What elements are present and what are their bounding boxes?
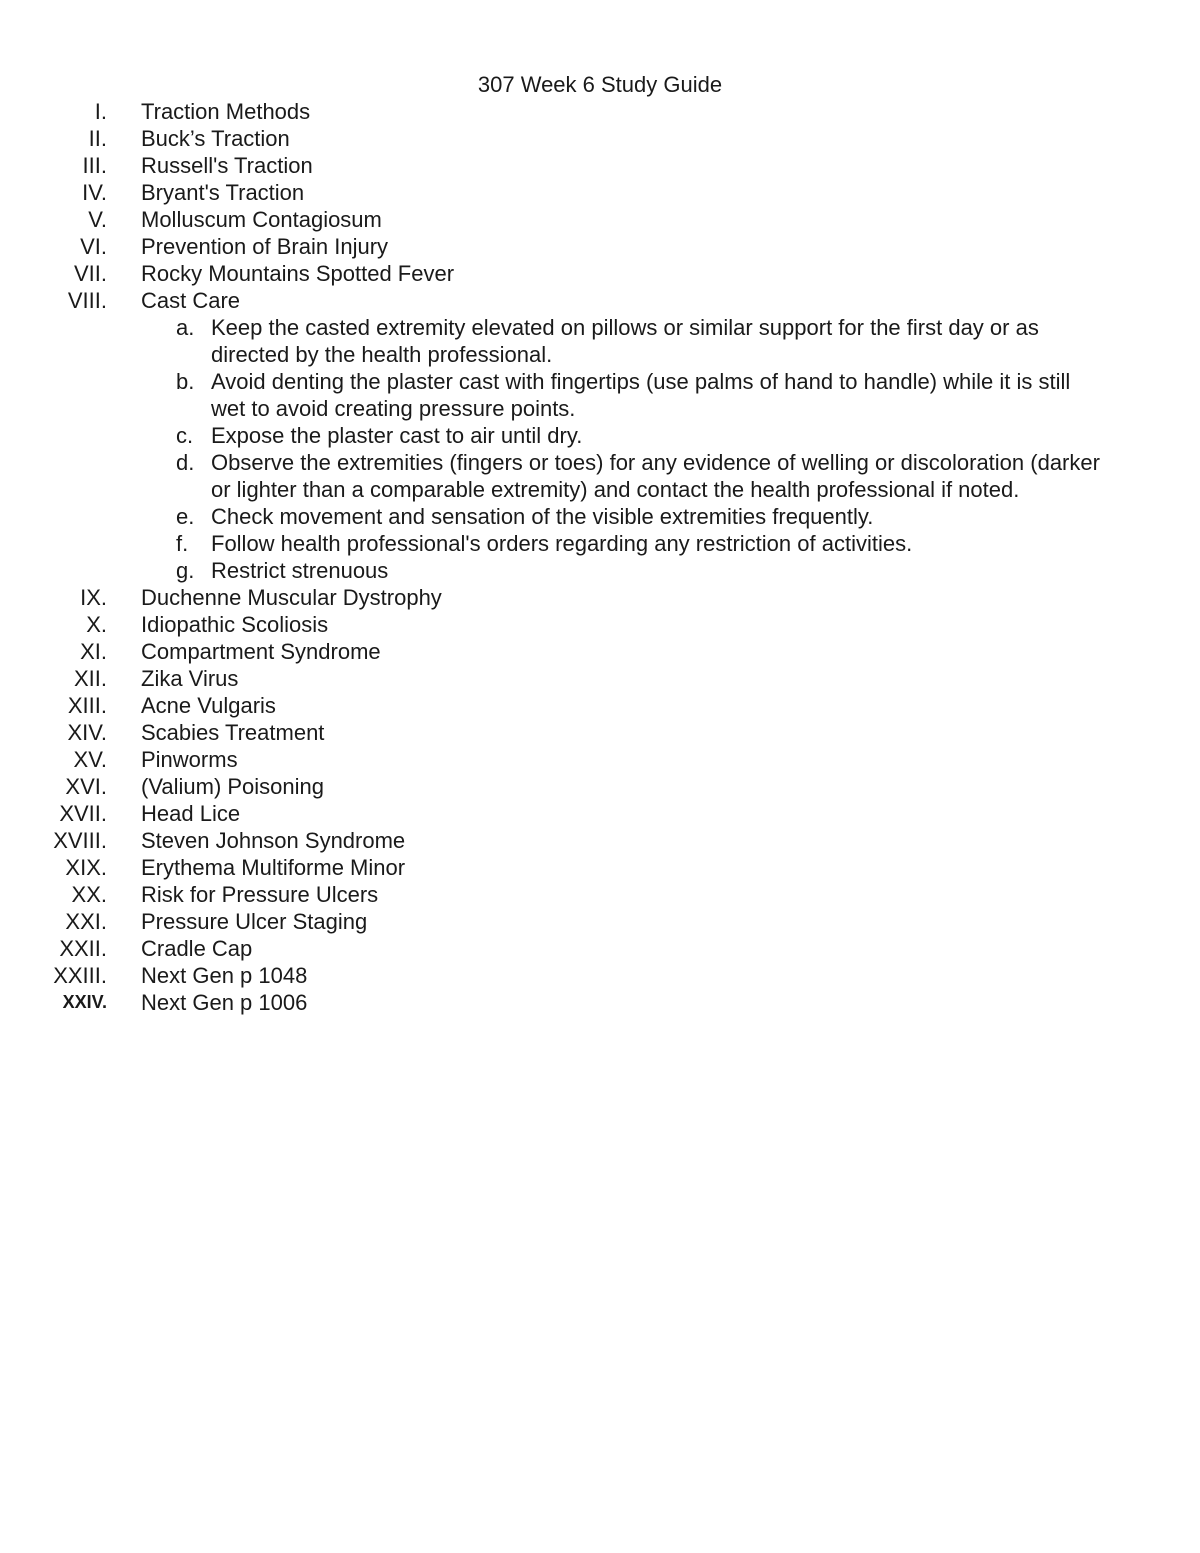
outline-numeral: XIX. — [65, 855, 107, 880]
outline-numeral: XX. — [71, 882, 107, 907]
outline-numeral: XVI. — [65, 774, 107, 799]
outline-item — [0, 125, 1200, 152]
outline-label: Acne Vulgaris — [141, 693, 276, 718]
outline-label: Molluscum Contagiosum — [141, 207, 382, 232]
sublist-text: Check movement and sensation of the visible extremities frequently. — [211, 504, 874, 529]
outline-label: Russell's Traction — [141, 153, 313, 178]
sublist-item — [0, 314, 1101, 368]
outline-numeral: III. — [82, 153, 107, 178]
outline-label: Pressure Ulcer Staging — [141, 909, 368, 934]
outline-label: Scabies Treatment — [141, 720, 325, 745]
sublist-item — [0, 368, 1101, 422]
outline-label: Traction Methods — [141, 99, 311, 124]
outline-numeral: XVII. — [59, 801, 107, 826]
outline-numeral: VII. — [73, 261, 107, 286]
sublist-text: Keep the casted extremity elevated on pillows or similar support for the first day or as directed by the health professional. — [211, 315, 1039, 367]
sublist-letter: b. — [176, 369, 195, 394]
outline-item — [0, 152, 1200, 179]
outline-label: Cradle Cap — [141, 936, 253, 961]
outline-label: Head Lice — [141, 801, 241, 826]
outline-numeral: XI. — [80, 639, 107, 664]
study-guide-outline — [0, 98, 1200, 1016]
outline-label: Bryant's Traction — [141, 180, 305, 205]
sublist-text: Follow health professional's orders regarding any restriction of activities. — [211, 531, 913, 556]
outline-item — [0, 854, 1200, 881]
outline-label: Idiopathic Scoliosis — [141, 612, 329, 637]
outline-item — [0, 881, 1200, 908]
outline-label: Compartment Syndrome — [141, 639, 381, 664]
outline-item — [0, 233, 1200, 260]
outline-numeral: XXI. — [65, 909, 107, 934]
sublist-letter: d. — [176, 450, 195, 475]
outline-item — [0, 746, 1200, 773]
outline-item — [0, 665, 1200, 692]
outline-item — [0, 611, 1200, 638]
outline-label: Pinworms — [141, 747, 238, 772]
sublist-letter: f. — [176, 531, 189, 556]
outline-numeral: XV. — [73, 747, 107, 772]
document-title: 307 Week 6 Study Guide — [477, 72, 723, 97]
outline-label: Duchenne Muscular Dystrophy — [141, 585, 442, 610]
sublist-letter: a. — [176, 315, 195, 340]
outline-item — [0, 584, 1200, 611]
cast-care-sublist — [0, 314, 1200, 584]
outline-numeral: XIII. — [67, 693, 107, 718]
outline-label: Next Gen p 1006 — [141, 990, 308, 1015]
outline-item — [0, 260, 1200, 287]
outline-numeral: IX. — [80, 585, 107, 610]
outline-item — [0, 692, 1200, 719]
outline-numeral: X. — [86, 612, 107, 637]
sublist-text: Expose the plaster cast to air until dry. — [211, 423, 583, 448]
outline-numeral: VIII. — [67, 288, 107, 313]
outline-label: (Valium) Poisoning — [141, 774, 325, 799]
outline-item — [0, 206, 1200, 233]
outline-label: Next Gen p 1048 — [141, 963, 308, 988]
outline-label: Steven Johnson Syndrome — [141, 828, 406, 853]
outline-item — [0, 179, 1200, 206]
outline-item — [0, 908, 1200, 935]
outline-label: Cast Care — [141, 288, 241, 313]
sublist-letter: c. — [176, 423, 194, 448]
outline-item-cast-care — [0, 287, 1200, 584]
outline-item — [0, 962, 1200, 989]
outline-numeral: XII. — [73, 666, 107, 691]
outline-numeral: XIV. — [67, 720, 107, 745]
sublist-letter: g. — [176, 558, 195, 583]
outline-numeral: VI. — [80, 234, 107, 259]
outline-label: Zika Virus — [141, 666, 239, 691]
outline-numeral: XXIII. — [53, 963, 107, 988]
outline-numeral: I. — [94, 99, 107, 124]
outline-numeral: V. — [88, 207, 107, 232]
outline-item — [0, 827, 1200, 854]
outline-item — [0, 719, 1200, 746]
sublist-text: Restrict strenuous — [211, 558, 389, 583]
outline-label: Risk for Pressure Ulcers — [141, 882, 379, 907]
sublist-text: Avoid denting the plaster cast with fingertips (use palms of hand to handle) while it is still wet to avoid creating pressure points. — [211, 369, 1071, 421]
sublist-item — [0, 530, 1101, 557]
sublist-item — [0, 422, 1101, 449]
outline-item — [0, 638, 1200, 665]
outline-numeral: IV. — [82, 180, 107, 205]
outline-label: Buck’s Traction — [141, 126, 290, 151]
outline-item — [0, 98, 1200, 125]
outline-item — [0, 800, 1200, 827]
sublist-letter: e. — [176, 504, 195, 529]
sublist-text: Observe the extremities (fingers or toes) for any evidence of welling or discoloration (darker or lighter than a comparable extremity) and contact the health professional if noted. — [211, 450, 1100, 502]
outline-label: Rocky Mountains Spotted Fever — [141, 261, 455, 286]
outline-item — [0, 773, 1200, 800]
outline-numeral: II. — [88, 126, 107, 151]
outline-label: Erythema Multiforme Minor — [141, 855, 406, 880]
outline-numeral: XXIV. — [62, 992, 107, 1012]
outline-numeral: XXII. — [59, 936, 107, 961]
sublist-item — [0, 503, 1101, 530]
sublist-item — [0, 449, 1101, 503]
outline-item — [0, 989, 1200, 1016]
outline-item — [0, 935, 1200, 962]
outline-label: Prevention of Brain Injury — [141, 234, 389, 259]
outline-numeral: XVIII. — [53, 828, 107, 853]
sublist-item — [0, 557, 1101, 584]
